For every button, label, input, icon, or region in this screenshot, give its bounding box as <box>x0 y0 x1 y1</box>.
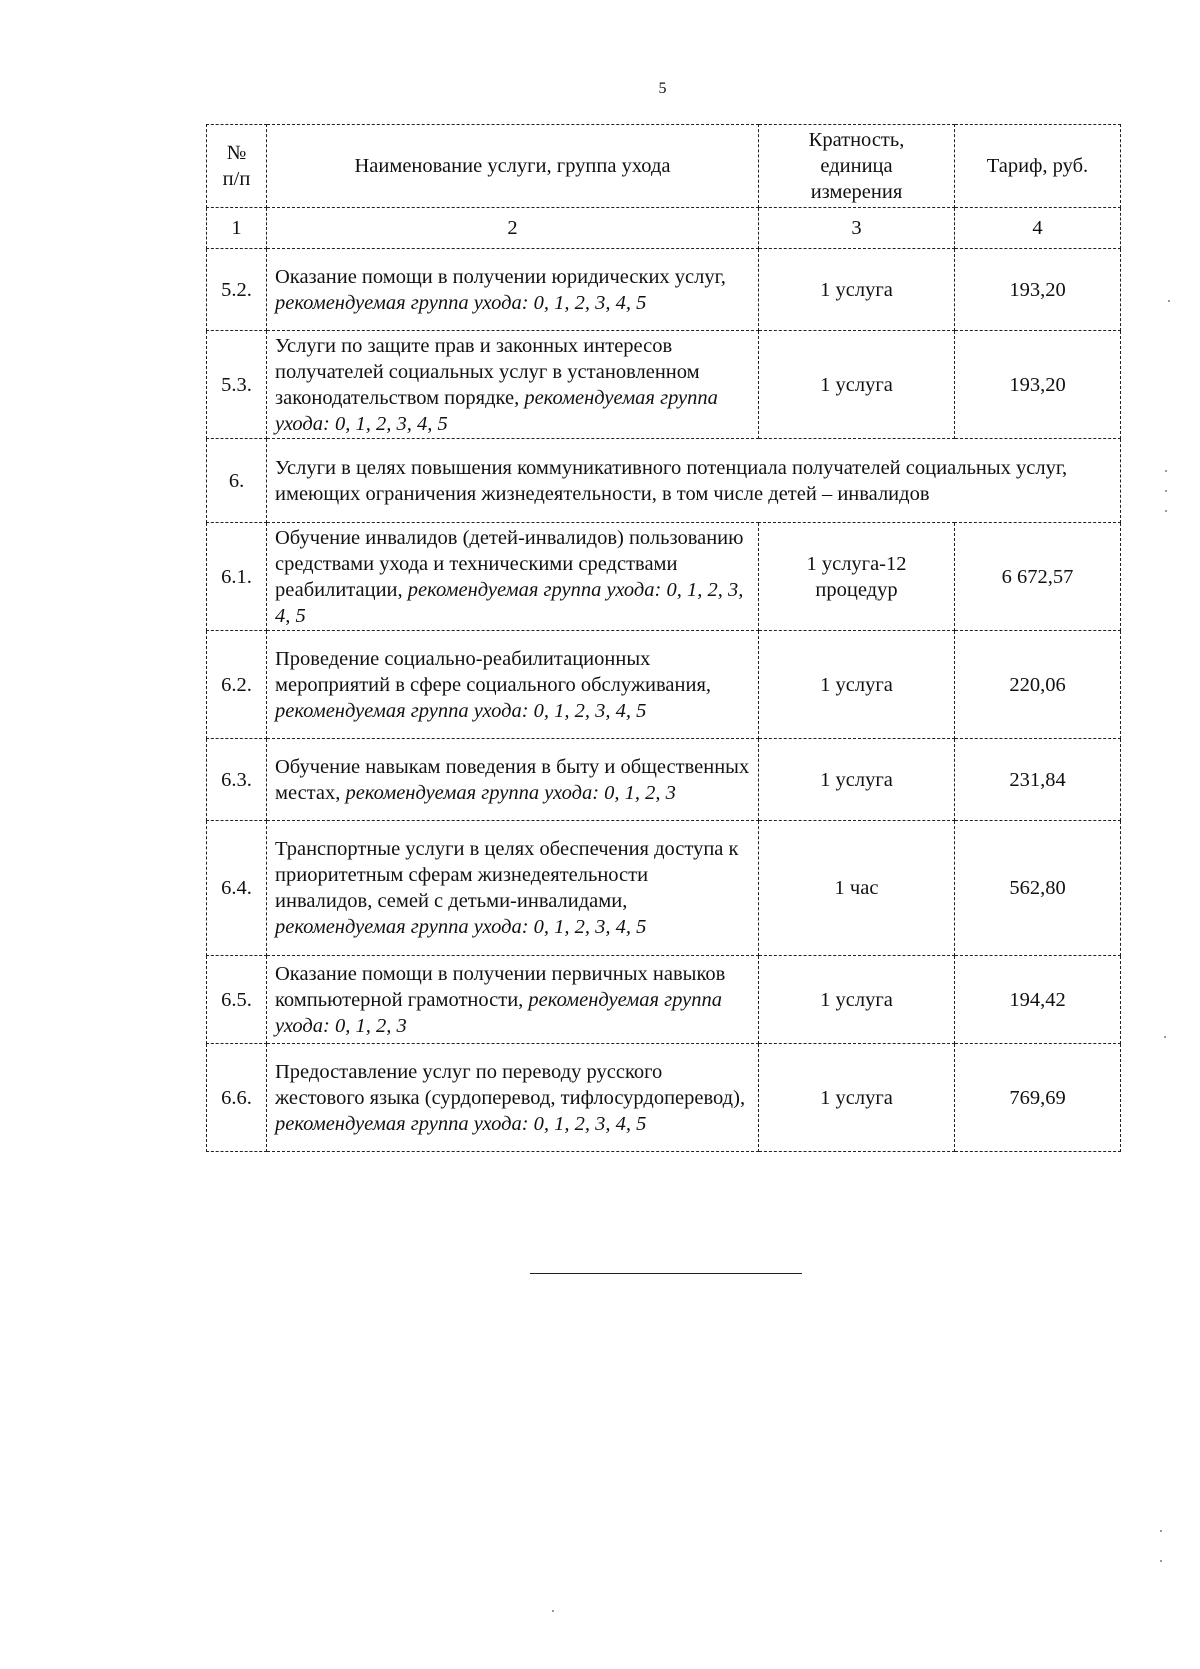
section-row <box>207 439 1121 523</box>
service-name-cell <box>267 1044 759 1152</box>
table-row <box>207 739 1121 821</box>
unit-cell: 1 услуга-12 процедур <box>759 523 955 631</box>
column-number-row <box>207 208 1121 249</box>
scan-speck <box>1164 1036 1166 1038</box>
care-group: рекомендуемая группа ухода: 0, 1, 2, 3, 4, 5 <box>275 699 647 722</box>
care-group: рекомендуемая группа ухода: 0, 1, 2, 3, 4, 5 <box>275 1112 647 1135</box>
page-number: 5 <box>658 80 667 97</box>
row-number: 6.3. <box>207 739 267 821</box>
service-name-cell <box>267 249 759 331</box>
tariff-cell: 194,42 <box>955 956 1121 1044</box>
unit-cell: 1 услуга <box>759 331 955 439</box>
row-number: 6. <box>207 439 267 523</box>
table-row <box>207 523 1121 631</box>
service-name: Предоставление услуг по переводу русского жестового языка (сурдоперевод, тифлосурдоперевод), <box>275 1060 746 1109</box>
service-name-cell <box>267 956 759 1044</box>
service-name-cell <box>267 331 759 439</box>
care-group: рекомендуемая группа ухода: 0, 1, 2, 3 <box>345 781 676 804</box>
row-number: 5.2. <box>207 249 267 331</box>
table-row <box>207 631 1121 739</box>
table-body <box>207 249 1121 1152</box>
row-number: 6.2. <box>207 631 267 739</box>
unit-cell: 1 услуга <box>759 631 955 739</box>
service-name-cell <box>267 631 759 739</box>
care-group: рекомендуемая группа ухода: 0, 1, 2, 3 <box>275 988 723 1037</box>
care-group: рекомендуемая группа ухода: 0, 1, 2, 3, 4, 5 <box>275 578 744 627</box>
unit-cell: 1 час <box>759 821 955 956</box>
service-name-cell <box>267 821 759 956</box>
tariff-cell: 6 672,57 <box>955 523 1121 631</box>
row-number: 6.5. <box>207 956 267 1044</box>
scan-speck <box>1165 510 1167 512</box>
service-name: Обучение навыкам поведения в быту и общественных местах, <box>275 755 750 804</box>
table-row <box>207 1044 1121 1152</box>
unit-cell: 1 услуга <box>759 956 955 1044</box>
tariff-cell: 220,06 <box>955 631 1121 739</box>
unit-cell: 1 услуга <box>759 249 955 331</box>
column-number-1: 1 <box>207 208 267 249</box>
tariff-cell: 769,69 <box>955 1044 1121 1152</box>
column-number-2: 2 <box>267 208 759 249</box>
scan-speck <box>1160 1560 1162 1562</box>
header-number: № п/п <box>207 125 267 208</box>
service-name-cell <box>267 739 759 821</box>
scan-speck <box>552 1610 554 1612</box>
section-title: Услуги в целях повышения коммуникативного потенциала получателей социальных услуг, имеющих ограничения жизнедеятельности, в том числе детей – инвалидов <box>267 439 1121 523</box>
service-name: Оказание помощи в получении первичных навыков компьютерной грамотности, <box>275 962 726 1011</box>
table-row <box>207 331 1121 439</box>
tariff-cell: 562,80 <box>955 821 1121 956</box>
table-row <box>207 956 1121 1044</box>
service-name: Оказание помощи в получении юридических услуг, <box>275 265 726 288</box>
scan-speck <box>1160 1530 1162 1532</box>
header-unit: Кратность, единица измерения <box>759 125 955 208</box>
tariff-cell: 231,84 <box>955 739 1121 821</box>
footer-rule <box>530 1273 802 1274</box>
row-number: 6.6. <box>207 1044 267 1152</box>
tariff-cell: 193,20 <box>955 331 1121 439</box>
service-name: Проведение социально-реабилитационных мероприятий в сфере социального обслуживания, <box>275 647 711 696</box>
scan-speck <box>1165 470 1167 472</box>
column-number-4: 4 <box>955 208 1121 249</box>
row-number: 6.4. <box>207 821 267 956</box>
tariff-cell: 193,20 <box>955 249 1121 331</box>
service-name: Транспортные услуги в целях обеспечения доступа к приоритетным сферам жизнедеятельности инвалидов, семей с детьми-инвалидами, <box>275 838 739 912</box>
unit-cell: 1 услуга <box>759 739 955 821</box>
header-service-name: Наименование услуги, группа ухода <box>267 125 759 208</box>
care-group: рекомендуемая группа ухода: 0, 1, 2, 3, 4, 5 <box>275 386 718 435</box>
table-row <box>207 249 1121 331</box>
header-tariff: Тариф, руб. <box>955 125 1121 208</box>
column-number-3: 3 <box>759 208 955 249</box>
row-number: 5.3. <box>207 331 267 439</box>
row-number: 6.1. <box>207 523 267 631</box>
service-name: Услуги по защите прав и законных интересов получателей социальных услуг в установленном законодательством порядке, <box>275 334 700 409</box>
scan-speck <box>1168 300 1170 302</box>
tariff-table <box>206 124 1121 1152</box>
service-name: Обучение инвалидов (детей-инвалидов) пользованию средствами ухода и техническими средствами реабилитации, <box>275 526 744 601</box>
care-group: рекомендуемая группа ухода: 0, 1, 2, 3, 4, 5 <box>275 916 647 938</box>
service-name-cell <box>267 523 759 631</box>
scan-speck <box>1165 490 1167 492</box>
care-group: рекомендуемая группа ухода: 0, 1, 2, 3, 4, 5 <box>275 291 647 314</box>
table-header-row <box>207 125 1121 208</box>
table-row <box>207 821 1121 956</box>
unit-cell: 1 услуга <box>759 1044 955 1152</box>
